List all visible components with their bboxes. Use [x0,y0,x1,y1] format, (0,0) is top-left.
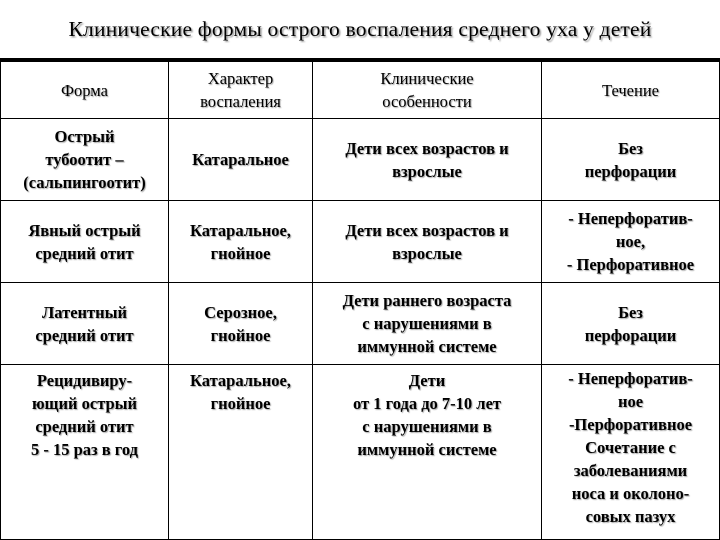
cell-text: перфорации [584,161,677,181]
cell-text: Явный острый [28,220,141,240]
cell-text: Без [618,302,643,322]
header-cell-clinical-features [313,62,542,119]
table-row [1,201,720,283]
cell-text: Катаральное, [190,220,291,240]
cell-text: Дети раннего возраста [342,291,512,310]
cell-text: Латентный [41,302,128,322]
cell-text: Катаральное [192,150,289,169]
cell-text: ное [617,392,644,411]
cell-inflammation-type [169,119,313,201]
cell-text: средний отит [35,417,134,436]
cell-text: (сальпингоотит) [23,173,146,192]
cell-text: - Перфоративное [566,255,695,274]
cell-text: тубоотит – [45,150,124,169]
cell-text: иммунной системе [357,440,497,459]
header-text: Течение [602,80,659,100]
cell-clinical-features [313,119,542,201]
cell-text: -Перфоративное [568,415,693,434]
header-cell-inflammation-type [169,62,313,119]
cell-clinical-features [313,201,542,283]
cell-clinical-features [313,283,542,365]
table-row [1,119,720,201]
table-header-row [1,62,720,119]
slide-title: Клинические формы острого воспаления среднего уха у детей [68,16,652,41]
cell-text: заболеваниями [573,461,688,480]
cell-text: гнойное [210,394,271,413]
cell-text: - Неперфоратив- [568,369,693,388]
cell-text: Сочетание с [585,438,676,457]
cell-text: гнойное [210,243,271,263]
cell-form [1,201,169,283]
cell-form [1,119,169,201]
cell-inflammation-type [169,201,313,283]
cell-text: иммунной системе [357,337,497,356]
cell-text: Дети [408,371,446,390]
header-text: Форма [61,80,108,100]
header-text: воспаления [200,92,281,111]
cell-text: Острый [54,127,115,146]
cell-text: - Неперфоратив- [568,209,693,228]
cell-text: совых пазух [585,507,676,526]
cell-text: ное, [615,232,646,251]
cell-text: перфорации [584,325,677,345]
cell-form [1,365,169,540]
cell-text: Дети всех возрастов и [345,220,509,240]
cell-text: гнойное [210,325,271,345]
cell-text: с нарушениями в [362,417,492,436]
cell-text: Дети всех возрастов и [345,138,509,158]
cell-course [542,119,720,201]
table-row [1,365,720,540]
cell-course [542,283,720,365]
table-row [1,283,720,365]
clinical-forms-table [0,61,720,540]
cell-course [542,365,720,540]
cell-text: 5 - 15 раз в год [30,440,139,459]
cell-inflammation-type [169,283,313,365]
cell-text: Без [618,138,643,158]
header-text: Клинические [380,69,474,88]
cell-text: средний отит [35,243,134,263]
cell-form [1,283,169,365]
cell-text: Катаральное, [190,371,291,390]
cell-text: взрослые [392,161,462,181]
cell-text: взрослые [392,243,462,263]
header-cell-form [1,62,169,119]
cell-inflammation-type [169,365,313,540]
cell-text: ющий острый [31,394,138,413]
header-text: Характер [207,69,274,88]
cell-text: Серозное, [204,302,277,322]
cell-text: Рецидивиру- [36,371,133,390]
cell-clinical-features [313,365,542,540]
cell-text: с нарушениями в [362,314,492,333]
cell-text: от 1 года до 7-10 лет [353,394,501,413]
header-text: особенности [382,92,472,111]
cell-text: носа и околоно- [571,484,690,503]
header-cell-course [542,62,720,119]
cell-course [542,201,720,283]
cell-text: средний отит [35,325,134,345]
